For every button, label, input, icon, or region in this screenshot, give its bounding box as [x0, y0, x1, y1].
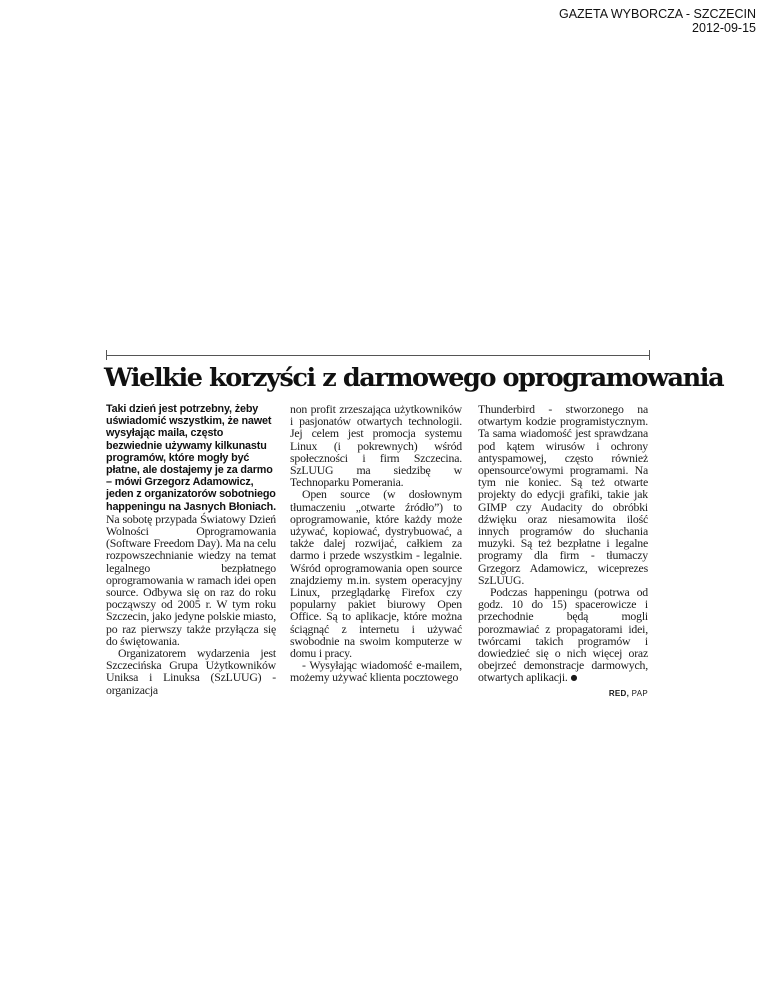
signature-red: RED, — [608, 688, 630, 698]
end-mark-icon: ● — [570, 673, 578, 683]
article-paragraph: Open source (w dosłownym tłumaczeniu „otwarte źródło”) to oprogramowanie, które każdy może używać, kopiować, dystrybuować, a także dalej rozwijać, całkiem za darmo i przede wszystkim - legalnie. Wśród oprogramowania open source znajdziemy m.in. system operacyjny Linux, przeglądarkę Firefox czy popularny pakiet biurowy Open Office. Są to aplikacje, które można ściągnąć z internetu i używać swobodnie na swoim komputerze w domu i pracy. — [290, 487, 462, 661]
article-paragraph: Organizatorem wydarzenia jest Szczecińska Grupa Użytkowników Uniksa i Linuksa (SzLUUG) - organizacja — [106, 646, 276, 697]
article-lead: Taki dzień jest potrzebny, żeby uświadomić wszystkim, że nawet wysyłając maila, często bezwiednie używamy kilkunastu programów, które mogły być płatne, ale dostajemy je za darmo – mówi Grzegorz Adamowicz, jeden z organizatorów sobotniego happeningu na Jasnych Błoniach. — [106, 403, 276, 513]
source-header — [559, 7, 756, 35]
publication-date: 2012-09-15 — [692, 21, 756, 35]
article-paragraph: Na sobotę przypada Światowy Dzień Wolności Oprogramowania (Software Freedom Day). Ma na celu rozpowszechnianie wiedzy na temat legalnego bezpłatnego oprogramowania w ramach idei open source. Odbywa się on raz do roku począwszy od 2005 r. W tym roku Szczecin, jako jedyne polskie miasto, po raz pierwszy także przyłącza się do świętowania. — [106, 511, 276, 648]
final-paragraph-text: Podczas happeningu (potrwa od godz. 10 do 15) spacerowicze i przechodnie będą mogli porozmawiać z propagatorami idei, twórcami takich programów i dowiedzieć się o nich więcej oraz obejrzeć demonstracje darmowych, otwartych aplikacji. — [478, 585, 648, 685]
article-signature — [478, 688, 648, 700]
article-headline: Wielkie korzyści z darmowego oprogramowania — [104, 363, 724, 393]
article-paragraph-final — [478, 586, 648, 685]
publication-name: GAZETA WYBORCZA - SZCZECIN — [558, 7, 756, 21]
article-column-2 — [290, 403, 462, 684]
headline-frame-rule — [106, 355, 650, 356]
article-column-3 — [478, 403, 648, 700]
article-column-1 — [106, 403, 276, 696]
article-paragraph: Thunderbird - stworzonego na otwartym kodzie programistycznym. Ta sama wiadomość jest sprawdzana pod kątem wirusów i ochrony antyspamowej, często również opensource'owymi programami. Na tym nie koniec. Są też otwarte projekty do edycji grafiki, takie jak GIMP czy Audacity do obróbki dźwięku oraz niesamowita ilość innych programów do słuchania muzyki. Są też bezpłatne i legalne programy dla firm - tłumaczy Grzegorz Adamowicz, wiceprezes SzLUUG. — [478, 402, 648, 587]
article-paragraph: non profit zrzeszająca użytkowników i pasjonatów otwartych technologii. Jej celem jest promocja systemu Linux (i pokrewnych) wśród społeczności i firm Szczecina. SzLUUG ma siedzibę w Technoparku Pomerania. — [290, 402, 462, 490]
headline-frame-right — [649, 350, 650, 360]
article-paragraph: - Wysyłając wiadomość e-mailem, możemy używać klienta pocztowego — [290, 658, 462, 685]
signature-agency: PAP — [631, 688, 648, 698]
